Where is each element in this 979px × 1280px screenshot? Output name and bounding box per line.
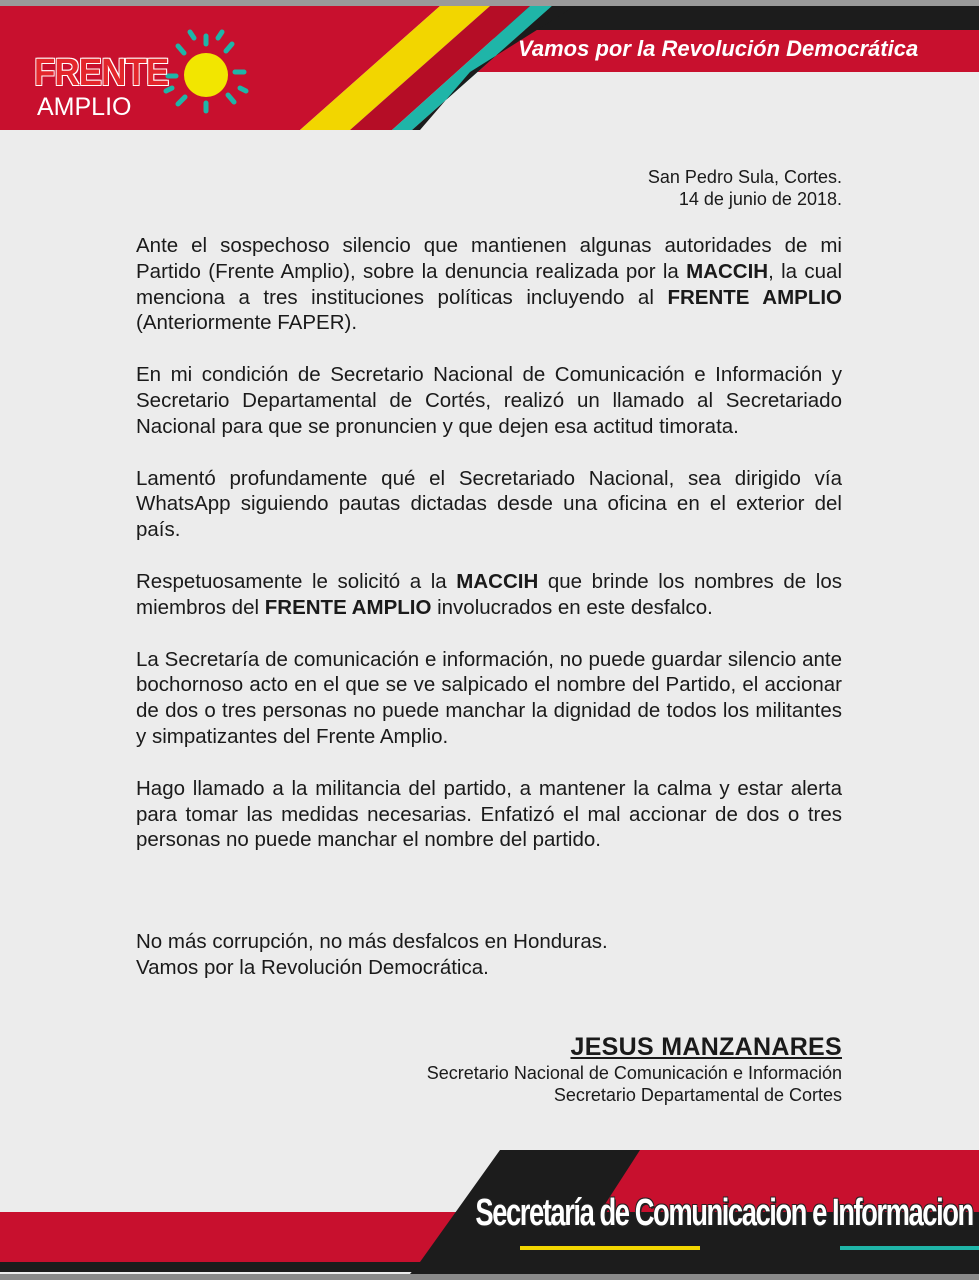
- p1-bold-frente-amplio: FRENTE AMPLIO: [667, 285, 842, 309]
- signatory-title-2: Secretario Departamental de Cortes: [553, 1085, 842, 1105]
- p4-text-a: Respetuosamente le solicitó a la: [136, 569, 457, 593]
- p1-text-c: , la cual menciona a tres instituciones políticas incluyendo al: [136, 259, 843, 309]
- signatory-title-1: Secretario Nacional de Comunicación e Información: [426, 1063, 842, 1083]
- place-date-block: [648, 166, 842, 210]
- p4-text-e: involucrados en este desfalco.: [431, 595, 713, 619]
- footer-department-title: Secretaría de Comunicacion e Informacion: [475, 1192, 973, 1234]
- paragraph-1: [136, 233, 842, 336]
- closing-line-1: No más corrupción, no más desfalcos en Honduras.: [136, 930, 608, 953]
- header-slogan: Vamos por la Revolución Democrática: [518, 36, 919, 61]
- p4-bold-maccih: MACCIH: [456, 569, 539, 593]
- paragraph-4: [136, 569, 842, 621]
- p1-text-a: Ante el sospechoso silencio que mantienen algunas autoridades de mi Partido (Frente Amplio), sobre la denuncia realizada por la: [136, 234, 842, 283]
- letter-date: 14 de junio de 2018.: [678, 189, 842, 209]
- paragraph-3: Lamentó profundamente qué el Secretariado Nacional, sea dirigido vía WhatsApp siguiendo pautas dictadas desde una oficina en el exterior del país.: [136, 466, 842, 542]
- signatory-name: JESUS MANZANARES: [570, 1033, 842, 1061]
- letter-place: San Pedro Sula, Cortes.: [647, 167, 842, 187]
- signature-block: [427, 1032, 842, 1106]
- letterhead-header: [0, 0, 979, 130]
- p4-text-c: que brinde los nombres de los miembros del: [136, 569, 842, 619]
- letter-body: [136, 233, 842, 879]
- p1-text-e: (Anteriormente FAPER).: [136, 311, 358, 335]
- logo-amplio-text: AMPLIO: [37, 93, 132, 121]
- paragraph-6: Hago llamado a la militancia del partido, a mantener la calma y estar alerta para tomar las medidas necesarias. Enfatizó el mal accionar de dos o tres personas no puede manchar el nombre del partido.: [136, 776, 842, 852]
- closing-line-2: Vamos por la Revolución Democrática.: [136, 955, 489, 979]
- paragraph-5: La Secretaría de comunicación e información, no puede guardar silencio ante bochornoso acto en el que se ve salpicado el nombre del Partido, el accionar de dos o tres personas no puede manchar la dignidad de todos los militantes y simpatizantes del Frente Amplio.: [136, 647, 842, 748]
- p1-bold-maccih: MACCIH: [686, 259, 769, 283]
- p4-bold-frente-amplio: FRENTE AMPLIO: [264, 595, 432, 619]
- letterhead-footer: [0, 1150, 979, 1280]
- logo-frente-text: FRENTE: [34, 52, 169, 94]
- paragraph-2: En mi condición de Secretario Nacional de Comunicación e Información y Secretario Departamental de Cortés, realizó un llamado al Secretariado Nacional para que se pronuncien y que dejen esa actitud timorata.: [136, 363, 842, 438]
- closing-lines: [136, 929, 608, 981]
